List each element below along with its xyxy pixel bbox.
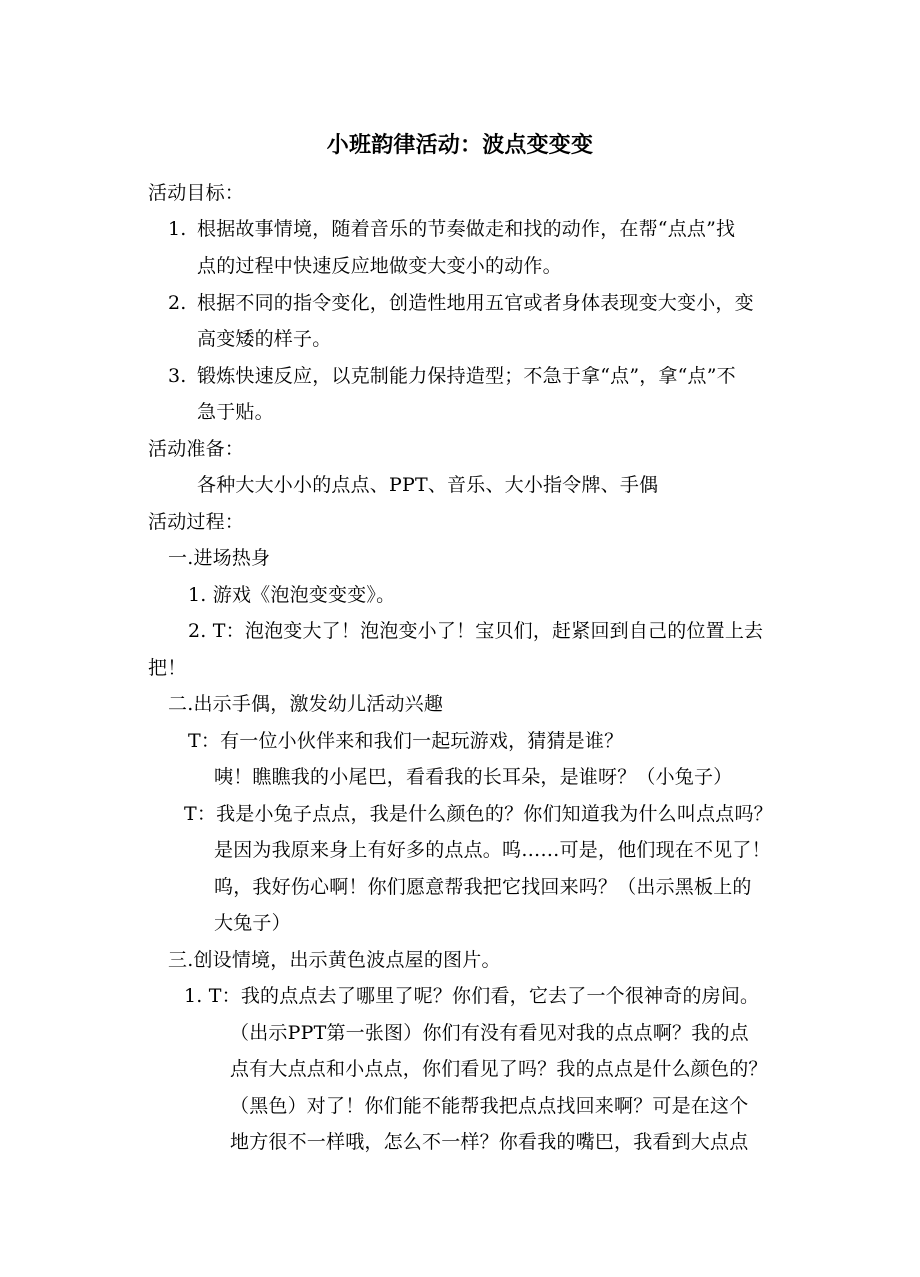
goal-3-line-2: 急于贴。	[197, 401, 274, 423]
section-3-line-4: （黑色）对了！你们能不能帮我把点点找回来啊？可是在这个	[230, 1095, 749, 1117]
section-3-line-1: 1. T：我的点点去了哪里了呢？你们看，它去了一个很神奇的房间。	[184, 985, 760, 1007]
goal-2-line-1: 根据不同的指令变化，创造性地用五官或者身体表现变大变小，变	[197, 292, 754, 314]
prep-text: 各种大大小小的点点、PPT、音乐、大小指令牌、手偶	[197, 474, 659, 496]
section-3-heading: 三.创设情境，出示黄色波点屋的图片。	[168, 949, 501, 971]
section-2-line-4: 是因为我原来身上有好多的点点。呜……可是，他们现在不见了！	[214, 839, 771, 861]
section-3-line-5: 地方很不一样哦，怎么不一样？你看我的嘴巴，我看到大点点	[230, 1131, 749, 1153]
section-1-heading: 一.进场热身	[168, 547, 271, 569]
process-heading: 活动过程：	[148, 511, 245, 533]
goal-2-number: 2.	[168, 292, 187, 314]
goal-1-number: 1.	[168, 218, 187, 240]
section-2-line-2: 咦！瞧瞧我的小尾巴，看看我的长耳朵，是谁呀？（小兔子）	[214, 766, 733, 788]
document-title: 小班韵律活动：波点变变变	[326, 132, 594, 158]
section-2-line-5: 呜，我好伤心啊！你们愿意帮我把它找回来吗？（出示黑板上的	[214, 876, 752, 898]
section-1-item-1: 1. 游戏《泡泡变变变》。	[188, 584, 396, 606]
goal-1-line-2: 点的过程中快速反应地做变大变小的动作。	[197, 255, 562, 277]
section-2-heading: 二.出示手偶，激发幼儿活动兴趣	[168, 693, 444, 715]
prep-heading: 活动准备：	[148, 438, 245, 460]
goals-heading: 活动目标：	[148, 182, 245, 204]
section-2-line-6: 大兔子）	[214, 912, 291, 934]
goal-1-line-1: 根据故事情境，随着音乐的节奏做走和找的动作，在帮“点点”找	[197, 218, 736, 240]
section-1-item-2-line-2: 把！	[148, 657, 187, 679]
section-2-line-3: T：我是小兔子点点，我是什么颜色的？你们知道我为什么叫点点吗？	[184, 803, 773, 825]
section-1-item-2-line-1: 2. T：泡泡变大了！泡泡变小了！宝贝们，赶紧回到自己的位置上去	[188, 620, 764, 642]
goal-2-line-2: 高变矮的样子。	[197, 328, 332, 350]
section-3-line-3: 点有大点点和小点点，你们看见了吗？我的点点是什么颜色的？	[230, 1058, 768, 1080]
goal-3-line-1: 锻炼快速反应，以克制能力保持造型；不急于拿“点”，拿“点”不	[197, 365, 736, 387]
section-3-line-2: （出示PPT第一张图）你们有没有看见对我的点点啊？我的点	[230, 1022, 749, 1044]
goal-3-number: 3.	[168, 365, 187, 387]
section-2-line-1: T：有一位小伙伴来和我们一起玩游戏，猜猜是谁？	[188, 730, 624, 752]
